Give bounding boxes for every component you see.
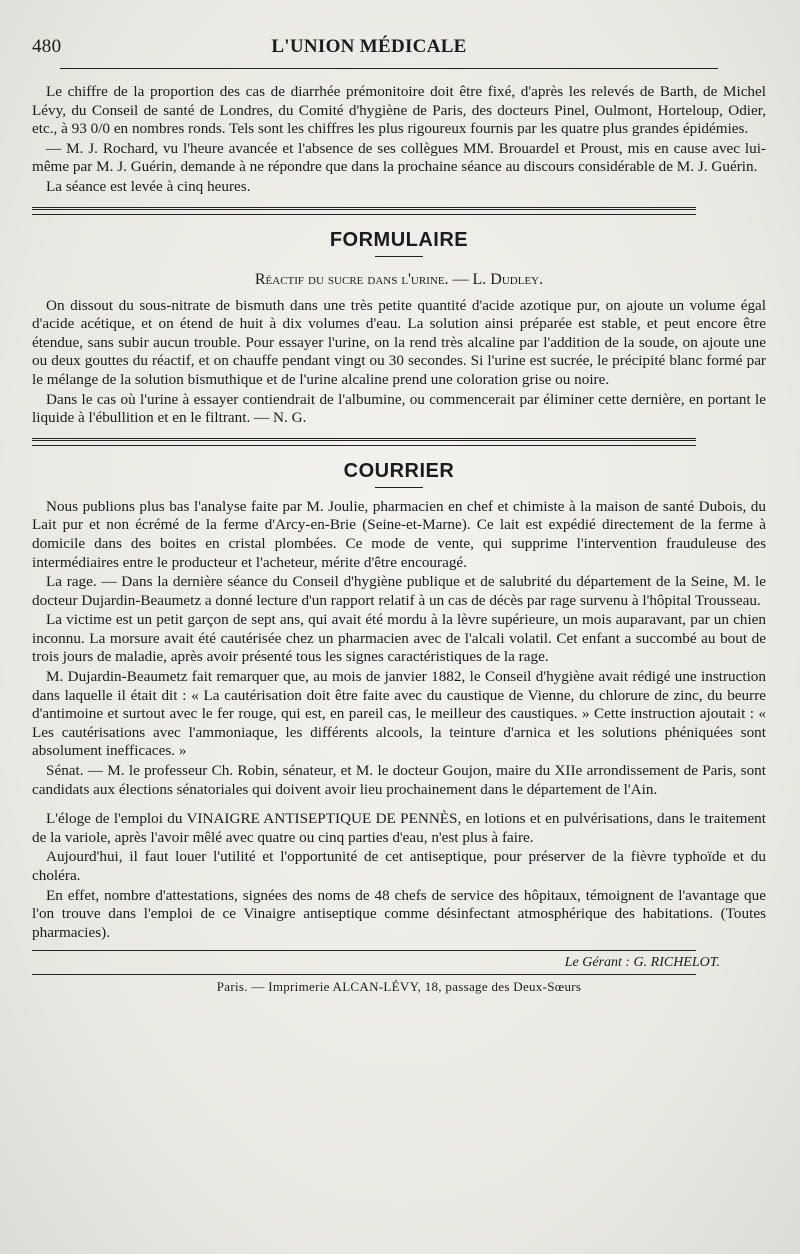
gerant-signature: Le Gérant : G. RICHELOT. <box>564 955 720 971</box>
journal-title: L'UNION MÉDICALE <box>271 36 467 57</box>
formulaire-section <box>32 229 766 428</box>
courrier-title: COURRIER <box>343 459 455 482</box>
intro-paragraph-1: Le chiffre de la proportion des cas de diarrhée prémonitoire doit être fixé, d'après les relevés de Barth, de Michel Lévy, du Conseil de santé de Londres, du Comité d'hygiène de Paris, des docteurs Pinel, Oulmont, Horteloup, Odier, etc., à 93 0/0 en nombres ronds. Tels sont les chiffres les plus rigoureux fournis par les quatre plus grandes épidémies. <box>32 83 766 138</box>
intro-paragraph-3: La séance est levée à cinq heures. <box>46 177 251 195</box>
formulaire-title: FORMULAIRE <box>329 228 469 251</box>
advert-section <box>32 810 766 942</box>
section-divider-1 <box>32 207 696 215</box>
footer-rule <box>32 974 696 975</box>
intro-paragraph-2: — M. J. Rochard, vu l'heure avancée et l'absence de ses collègues MM. Brouardel et Proust, mis en cause avec lui-même par M. J. Guérin, demande à ne répondre que dans la prochaine séance au discours considérable de M. J. Guérin. <box>32 139 766 176</box>
advert-paragraph-1: L'éloge de l'emploi du VINAIGRE ANTISEPTIQUE DE PENNÈS, en lotions et en pulvérisations, dans le traitement de la variole, après l'avoir mêlé avec quatre ou cinq parties d'eau, n'est plus à faire. <box>32 810 766 846</box>
printer-imprint: Paris. — Imprimerie ALCAN-LÉVY, 18, passage des Deux-Sœurs <box>216 979 582 995</box>
formulaire-title-rule <box>375 256 423 257</box>
courrier-paragraph-4: M. Dujardin-Beaumetz fait remarquer que, au mois de janvier 1882, le Conseil d'hygiène avait rédigé une instruction dans laquelle il était dit : « La cautérisation doit être faite avec du caustique de Vienne, du chlorure de zinc, du beurre d'antimoine et surtout avec le fer rouge, qui est, en pareil cas, le meilleur des caustiques. » Cette instruction ajoutait : « Les cautérisations avec l'ammoniaque, les différents alcools, la teinture d'arnica et les solutions phéniquées sont absolument inefficaces. » <box>32 668 766 760</box>
section-divider-2 <box>32 438 696 446</box>
formulaire-subhead: Réactif du sucre dans l'urine. — L. Dudley. <box>254 270 544 288</box>
courrier-paragraph-3: La victime est un petit garçon de sept ans, qui avait été mordu à la lèvre supérieure, un mois auparavant, par un chien inconnu. La morsure avait été cautérisée chez un pharmacien avec de l'alcali volatil. Cet enfant a succombé au bout de trois jours de maladie, après avoir présenté tous les signes caractéristiques de la rage. <box>32 611 766 666</box>
courrier-paragraph-5: Sénat. — M. le professeur Ch. Robin, sénateur, et M. le docteur Goujon, maire du XIIe arrondissement de Paris, sont candidats aux élections sénatoriales qui doivent avoir lieu prochainement dans le département de l'Ain. <box>32 762 766 798</box>
page-number: 480 <box>32 36 62 57</box>
courrier-paragraph-1: Nous publions plus bas l'analyse faite par M. Joulie, pharmacien en chef et chimiste à la maison de santé Dubois, du Lait pur et non écrémé de la ferme d'Arcy-en-Brie (Seine-et-Marne). Ce lait est expédié directement de la ferme à domicile dans des boites en cristal plombées. Ce mode de vente, qui supprime l'intervention frauduleuse des intermédiaires entre le producteur et l'acheteur, mérite d'être encouragé. <box>32 497 766 571</box>
formulaire-paragraph-1: On dissout du sous-nitrate de bismuth dans une très petite quantité d'acide azotique pur, on ajoute un volume égal d'acide acétique, et on étend de huit à dix volumes d'eau. La solution ainsi préparée est stable, et peut encore être étendue, sans subir aucun trouble. Pour essayer l'urine, on la rend très alcaline par l'addition de la soude, on ajoute une ou deux gouttes du réactif, et on chauffe pendant vingt ou 30 secondes. Si l'urine est sucrée, le précipité blanc formé par le mélange de la solution bismuthique et de l'urine alcaline prend une coloration grise ou noire. <box>32 296 766 388</box>
intro-section <box>32 83 766 197</box>
page-header <box>32 36 766 66</box>
header-rule <box>60 68 718 69</box>
courrier-section <box>32 460 766 800</box>
advert-paragraph-2: Aujourd'hui, il faut louer l'utilité et l'opportunité de cet antiseptique, pour préserver de la fièvre typhoïde et du choléra. <box>32 848 766 884</box>
advert-paragraph-3: En effet, nombre d'attestations, signées des noms de 48 chefs de service des hôpitaux, témoignent de l'avantage que l'on trouve dans l'emploi de ce Vinaigre antiseptique comme désinfectant atmosphérique des habitations. (Toutes pharmacies). <box>32 886 766 941</box>
footer-rule-top <box>32 950 696 951</box>
formulaire-paragraph-2: Dans le cas où l'urine à essayer contiendrait de l'albumine, ou commencerait par éliminer cette dernière, en portant le liquide à l'ébullition et en le filtrant. — N. G. <box>32 390 766 427</box>
courrier-paragraph-2: La rage. — Dans la dernière séance du Conseil d'hygiène publique et de salubrité du département de la Seine, M. le docteur Dujardin-Beaumetz a donné lecture d'un rapport relatif à un cas de décès par rage survenu à l'hôpital Trousseau. <box>32 573 766 609</box>
